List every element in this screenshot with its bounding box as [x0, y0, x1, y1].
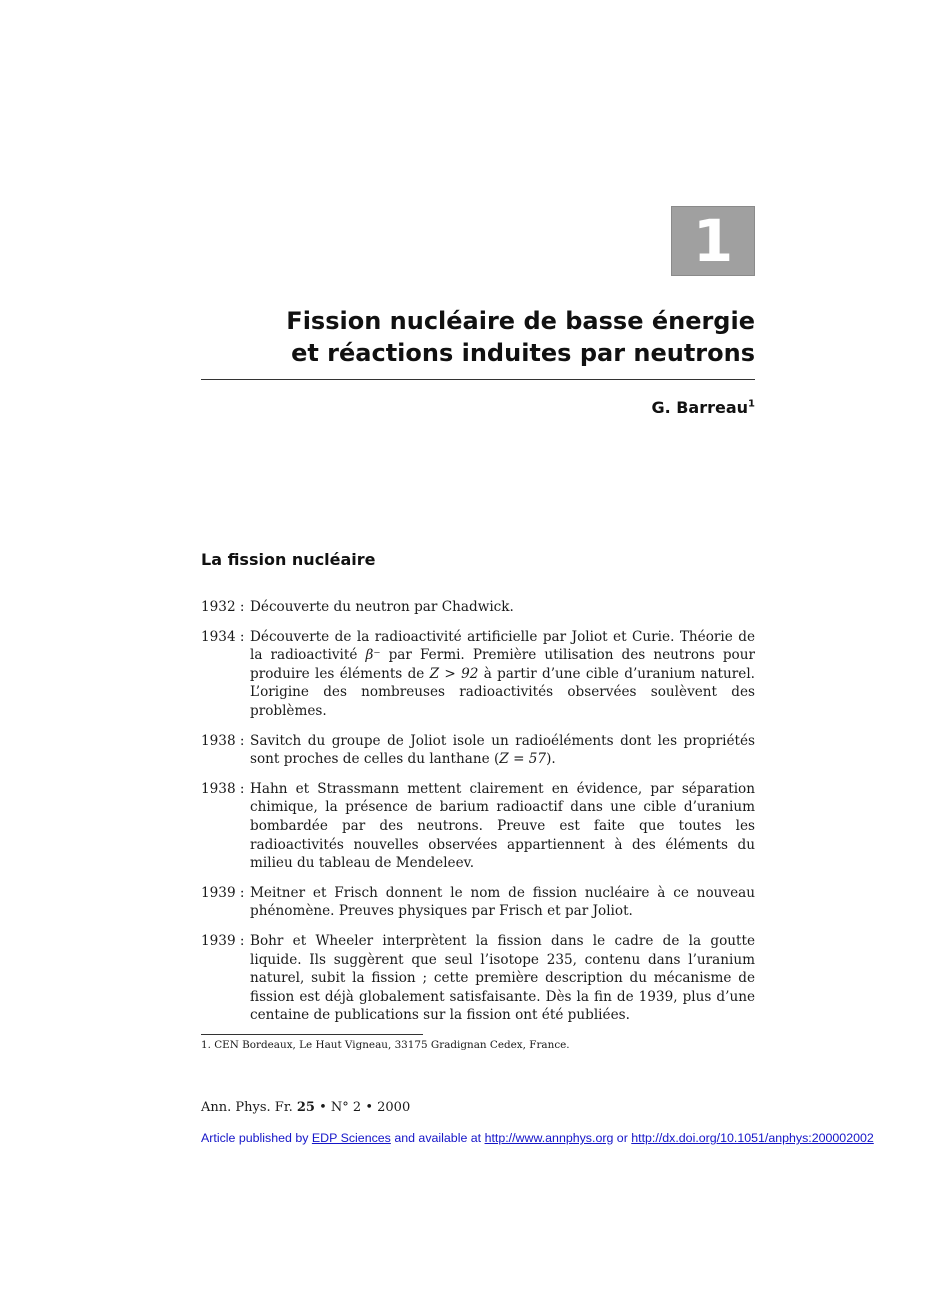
entry-text: Savitch du groupe de Joliot isole un radioéléments dont les propriétés sont proches de celles du lanthane (Z = 57).: [250, 732, 755, 768]
chronology-entry-1939a: [201, 884, 755, 921]
affiliation-mark: 1: [748, 398, 755, 410]
edp-sciences-link[interactable]: EDP Sciences: [311, 1131, 391, 1145]
math-expression: Z = 57: [499, 751, 547, 768]
annphys-link[interactable]: http://www.annphys.org: [484, 1131, 614, 1145]
chronology-list: [201, 598, 755, 1036]
chronology-entry-1932: [201, 598, 755, 617]
chapter-number: 1: [671, 206, 755, 276]
journal-volume: 25: [296, 1100, 315, 1115]
entry-year: 1938 :: [201, 780, 245, 797]
article-title: [286, 305, 755, 369]
entry-year: 1939 :: [201, 932, 245, 949]
entry-text: Meitner et Frisch donnent le nom de fission nucléaire à ce nouveau phénomène. Preuves physiques par Frisch et par Joliot.: [250, 884, 755, 920]
author-name: G. Barreau: [651, 398, 749, 417]
chronology-entry-1934: [201, 628, 755, 721]
journal-reference: Ann. Phys. Fr. 25 • N° 2 • 2000: [201, 1100, 411, 1115]
publication-notice: Article published by EDP Sciences and available at http://www.annphys.org or http://dx.doi.org/10.1051/anphys:200002002: [201, 1131, 874, 1145]
title-line-1: Fission nucléaire de basse énergie: [286, 307, 755, 335]
entry-text: Découverte de la radioactivité artificielle par Joliot et Curie. Théorie de la radioactivité β⁻ par Fermi. Première utilisation des neutrons pour produire les éléments de Z > 92 à partir d’une cible d’uranium naturel. L’origine des nombreuses radioactivités observées soulèvent des problèmes.: [250, 628, 755, 719]
entry-text: Bohr et Wheeler interprètent la fission dans le cadre de la goutte liquide. Ils suggèrent que seul l’isotope 235, contenu dans l’uranium naturel, subit la fission ; cette première description du mécanisme de fission est déjà globalement satisfaisante. Dès la fin de 1939, plus d’une centaine de publications sur la fission ont été publiées.: [250, 932, 755, 1024]
math-expression: Z > 92: [429, 665, 479, 682]
chronology-entry-1938b: [201, 780, 755, 873]
entry-year: 1938 :: [201, 732, 245, 749]
footnote-divider: [201, 1034, 423, 1035]
entry-year: 1939 :: [201, 884, 245, 901]
entry-text: Hahn et Strassmann mettent clairement en évidence, par séparation chimique, la présence de barium radioactif dans une cible d’uranium bombardée par des neutrons. Preuve est faite que toutes les radioactivités nouvelles observées appartiennent à des éléments du milieu du tableau de Mendeleev.: [250, 780, 755, 872]
chronology-entry-1938a: [201, 732, 755, 769]
entry-text: Découverte du neutron par Chadwick.: [250, 599, 514, 615]
doi-link[interactable]: http://dx.doi.org/10.1051/anphys:200002002: [631, 1131, 874, 1145]
title-divider: [201, 379, 755, 380]
beta-minus-symbol: β⁻: [365, 647, 381, 664]
entry-year: 1934 :: [201, 628, 245, 645]
section-heading: La fission nucléaire: [201, 550, 376, 569]
author: [651, 398, 755, 417]
footnote: 1. CEN Bordeaux, Le Haut Vigneau, 33175 Gradignan Cedex, France.: [201, 1039, 570, 1051]
entry-year: 1932 :: [201, 599, 245, 615]
chronology-entry-1939b: [201, 932, 755, 1025]
title-line-2: et réactions induites par neutrons: [291, 339, 755, 367]
